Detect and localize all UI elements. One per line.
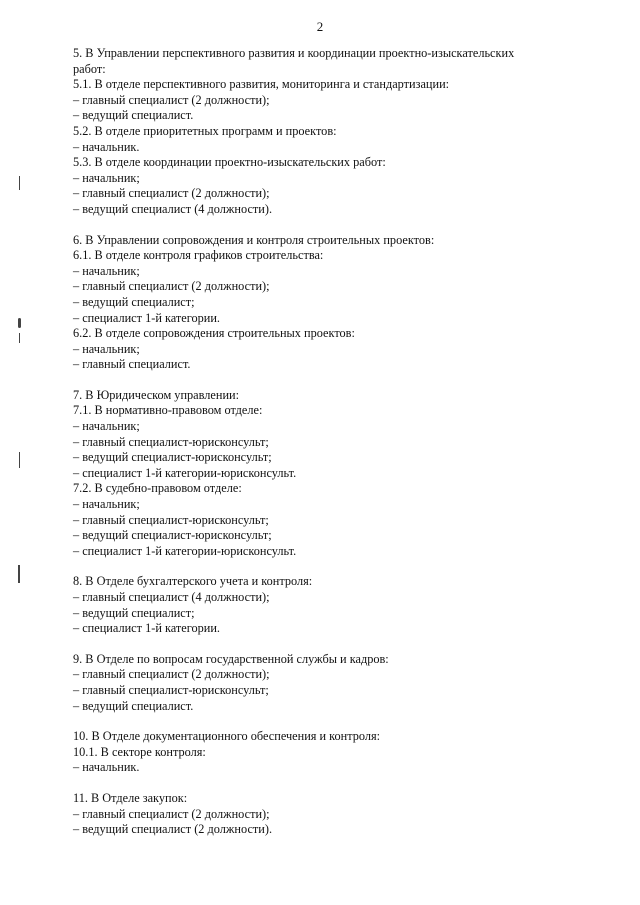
section-heading: 5. В Управлении перспективного развития и координации проектно-изыскательских bbox=[73, 46, 515, 60]
section-heading: 9. В Отделе по вопросам государственной службы и кадров: bbox=[73, 651, 389, 666]
subsection-heading: 6.2. В отделе сопровождения строительных проектов: bbox=[73, 326, 355, 341]
scan-mark bbox=[19, 176, 20, 190]
position-item: – ведущий специалист; bbox=[73, 605, 195, 620]
section-5 bbox=[73, 46, 573, 218]
position-item: – главный специалист-юрисконсульт; bbox=[73, 434, 269, 449]
subsection-heading: 7.2. В судебно-правовом отделе: bbox=[73, 481, 242, 496]
section-heading-continued: работ: bbox=[73, 61, 106, 76]
section-11 bbox=[73, 791, 573, 838]
position-item: – главный специалист (2 должности); bbox=[73, 92, 270, 107]
position-item: – специалист 1-й категории-юрисконсульт. bbox=[73, 543, 297, 558]
position-item: – главный специалист (2 должности); bbox=[73, 186, 270, 201]
position-item: – главный специалист-юрисконсульт; bbox=[73, 682, 269, 697]
position-item: – главный специалист-юрисконсульт; bbox=[73, 512, 269, 527]
position-item: – ведущий специалист; bbox=[73, 294, 195, 309]
subsection-heading: 7.1. В нормативно-правовом отделе: bbox=[73, 403, 263, 418]
section-heading: 8. В Отделе бухгалтерского учета и контроля: bbox=[73, 574, 313, 589]
section-heading: 11. В Отделе закупок: bbox=[73, 790, 188, 805]
position-item: – главный специалист. bbox=[73, 357, 191, 372]
position-item: – ведущий специалист-юрисконсульт; bbox=[73, 450, 272, 465]
position-item: – главный специалист (2 должности); bbox=[73, 667, 270, 682]
document-body bbox=[73, 46, 573, 853]
subsection-heading: 10.1. В секторе контроля: bbox=[73, 744, 206, 759]
position-item: – главный специалист (4 должности); bbox=[73, 590, 270, 604]
position-item: – специалист 1-й категории-юрисконсульт. bbox=[73, 465, 297, 480]
position-item: – специалист 1-й категории. bbox=[73, 310, 220, 325]
position-item: – начальник. bbox=[73, 139, 140, 154]
page-number: 2 bbox=[316, 19, 324, 34]
position-item: – начальник. bbox=[73, 760, 140, 775]
section-6 bbox=[73, 233, 573, 373]
subsection-heading: 5.1. В отделе перспективного развития, мониторинга и стандартизации: bbox=[73, 77, 450, 92]
scan-mark bbox=[19, 452, 20, 468]
section-heading: 6. В Управлении сопровождения и контроля строительных проектов: bbox=[73, 232, 435, 247]
position-item: – ведущий специалист (2 должности). bbox=[73, 822, 273, 837]
position-item: – ведущий специалист (4 должности). bbox=[73, 201, 273, 216]
position-item: – начальник; bbox=[73, 263, 140, 278]
position-item: – главный специалист (2 должности); bbox=[73, 806, 270, 821]
subsection-heading: 6.1. В отделе контроля графиков строительства: bbox=[73, 248, 324, 263]
position-item: – начальник; bbox=[73, 170, 140, 185]
scan-mark bbox=[18, 318, 21, 328]
position-item: – начальник; bbox=[73, 341, 140, 356]
position-item: – ведущий специалист. bbox=[73, 698, 194, 713]
scan-mark bbox=[18, 565, 20, 583]
position-item: – главный специалист (2 должности); bbox=[73, 279, 270, 294]
section-7 bbox=[73, 388, 573, 560]
section-10 bbox=[73, 729, 573, 776]
subsection-heading: 5.3. В отделе координации проектно-изыскательских работ: bbox=[73, 155, 386, 170]
position-item: – специалист 1-й категории. bbox=[73, 621, 220, 636]
section-heading: 7. В Юридическом управлении: bbox=[73, 387, 240, 402]
section-heading: 10. В Отделе документационного обеспечения и контроля: bbox=[73, 729, 381, 744]
position-item: – ведущий специалист-юрисконсульт; bbox=[73, 528, 272, 543]
scan-mark bbox=[19, 333, 20, 343]
position-item: – начальник; bbox=[73, 497, 140, 512]
position-item: – начальник; bbox=[73, 419, 140, 434]
section-9 bbox=[73, 652, 573, 714]
section-8 bbox=[73, 574, 573, 636]
subsection-heading: 5.2. В отделе приоритетных программ и проектов: bbox=[73, 123, 337, 138]
position-item: – ведущий специалист. bbox=[73, 108, 194, 123]
